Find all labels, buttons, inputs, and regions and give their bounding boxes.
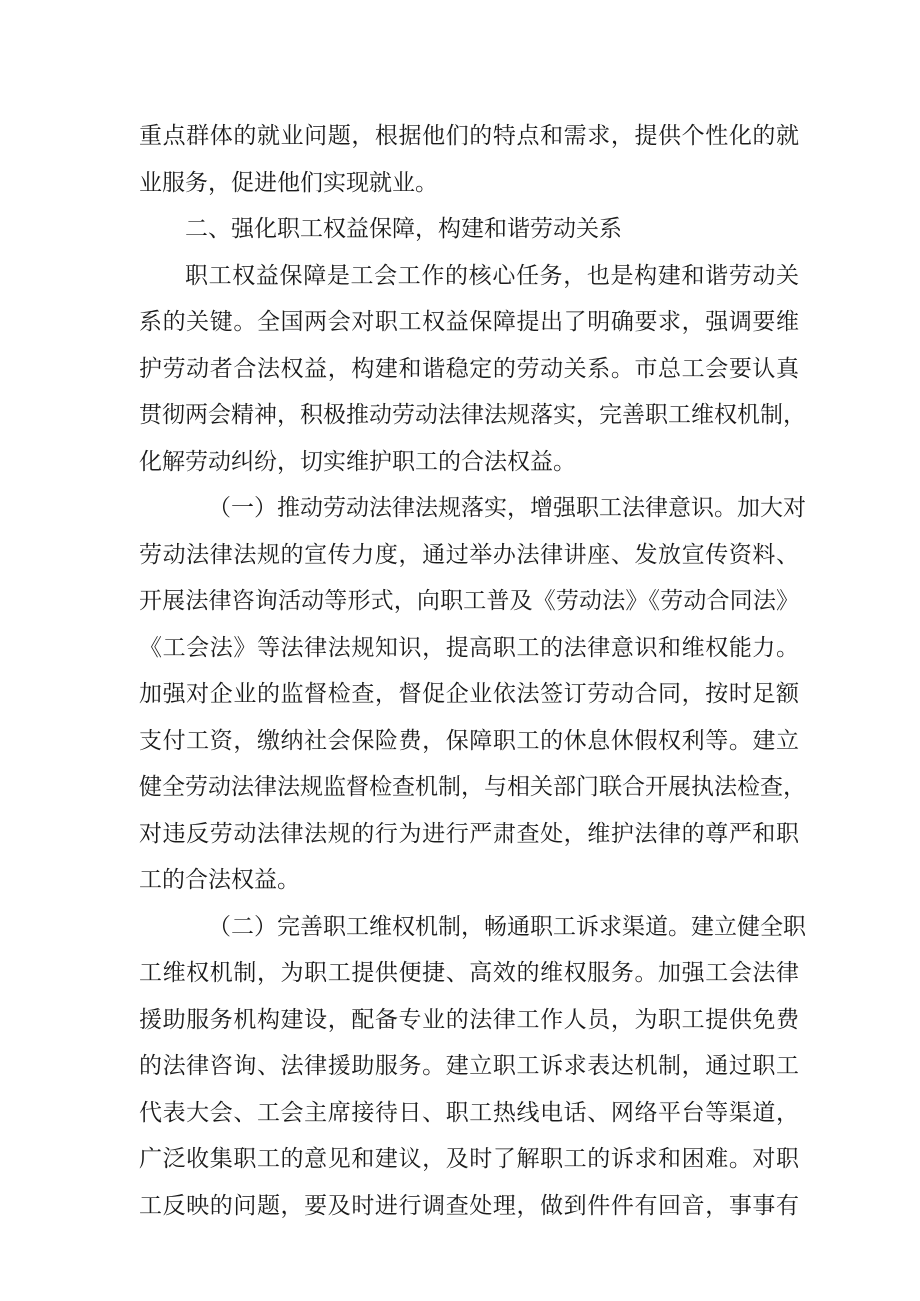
text-line: 业服务，促进他们实现就业。: [139, 169, 438, 196]
text-line: 重点群体的就业问题，根据他们的特点和需求，提供个性化的就: [139, 123, 799, 149]
text-line: 化解劳动纠纷，切实维护职工的合法权益。: [139, 448, 576, 475]
text-line: 广泛收集职工的意见和建议，及时了解职工的诉求和困难。对职: [139, 1146, 799, 1172]
text-line: 支付工资，缴纳社会保险费，保障职工的休息休假权利等。建立: [139, 727, 799, 754]
text-line: 系的关键。全国两会对职工权益保障提出了明确要求，强调要维: [139, 309, 799, 335]
text-line: 工维权机制，为职工提供便捷、高效的维权服务。加强工会法律: [139, 960, 799, 986]
section-heading: 二、强化职工权益保障，构建和谐劳动关系: [185, 216, 622, 242]
subsection-lead: （一）推动劳动法律法规落实，增强职工法律意识。加大对: [208, 495, 806, 521]
text-line: 《工会法》等法律法规知识，提高职工的法律意识和维权能力。: [139, 634, 799, 661]
text-line: 代表大会、工会主席接待日、职工热线电话、网络平台等渠道，: [139, 1099, 799, 1126]
text-line: 护劳动者合法权益，构建和谐稳定的劳动关系。市总工会要认真: [139, 355, 799, 382]
subsection-lead: （二）完善职工维权机制，畅通职工诉求渠道。建立健全职: [208, 913, 806, 940]
text-line: 援助服务机构建设，配备专业的法律工作人员，为职工提供免费: [139, 1006, 799, 1033]
text-line: 开展法律咨询活动等形式，向职工普及《劳动法》《劳动合同法》: [139, 588, 799, 614]
text-line: 贯彻两会精神，积极推动劳动法律法规落实，完善职工维权机制，: [139, 402, 806, 428]
text-line: 工的合法权益。: [139, 867, 300, 893]
text-line: 健全劳动法律法规监督检查机制，与相关部门联合开展执法检查，: [139, 774, 806, 800]
text-line: 的法律咨询、法律援助服务。建立职工诉求表达机制，通过职工: [139, 1053, 799, 1079]
text-line: 职工权益保障是工会工作的核心任务，也是构建和谐劳动关: [185, 262, 799, 289]
text-line: 工反映的问题，要及时进行调查处理，做到件件有回音，事事有: [139, 1192, 799, 1219]
text-line: 劳动法律法规的宣传力度，通过举办法律讲座、发放宣传资料、: [139, 541, 799, 568]
text-line: 加强对企业的监督检查，督促企业依法签订劳动合同，按时足额: [139, 681, 799, 707]
text-line: 对违反劳动法律法规的行为进行严肃查处，维护法律的尊严和职: [139, 820, 799, 847]
document-body: [139, 113, 806, 1229]
